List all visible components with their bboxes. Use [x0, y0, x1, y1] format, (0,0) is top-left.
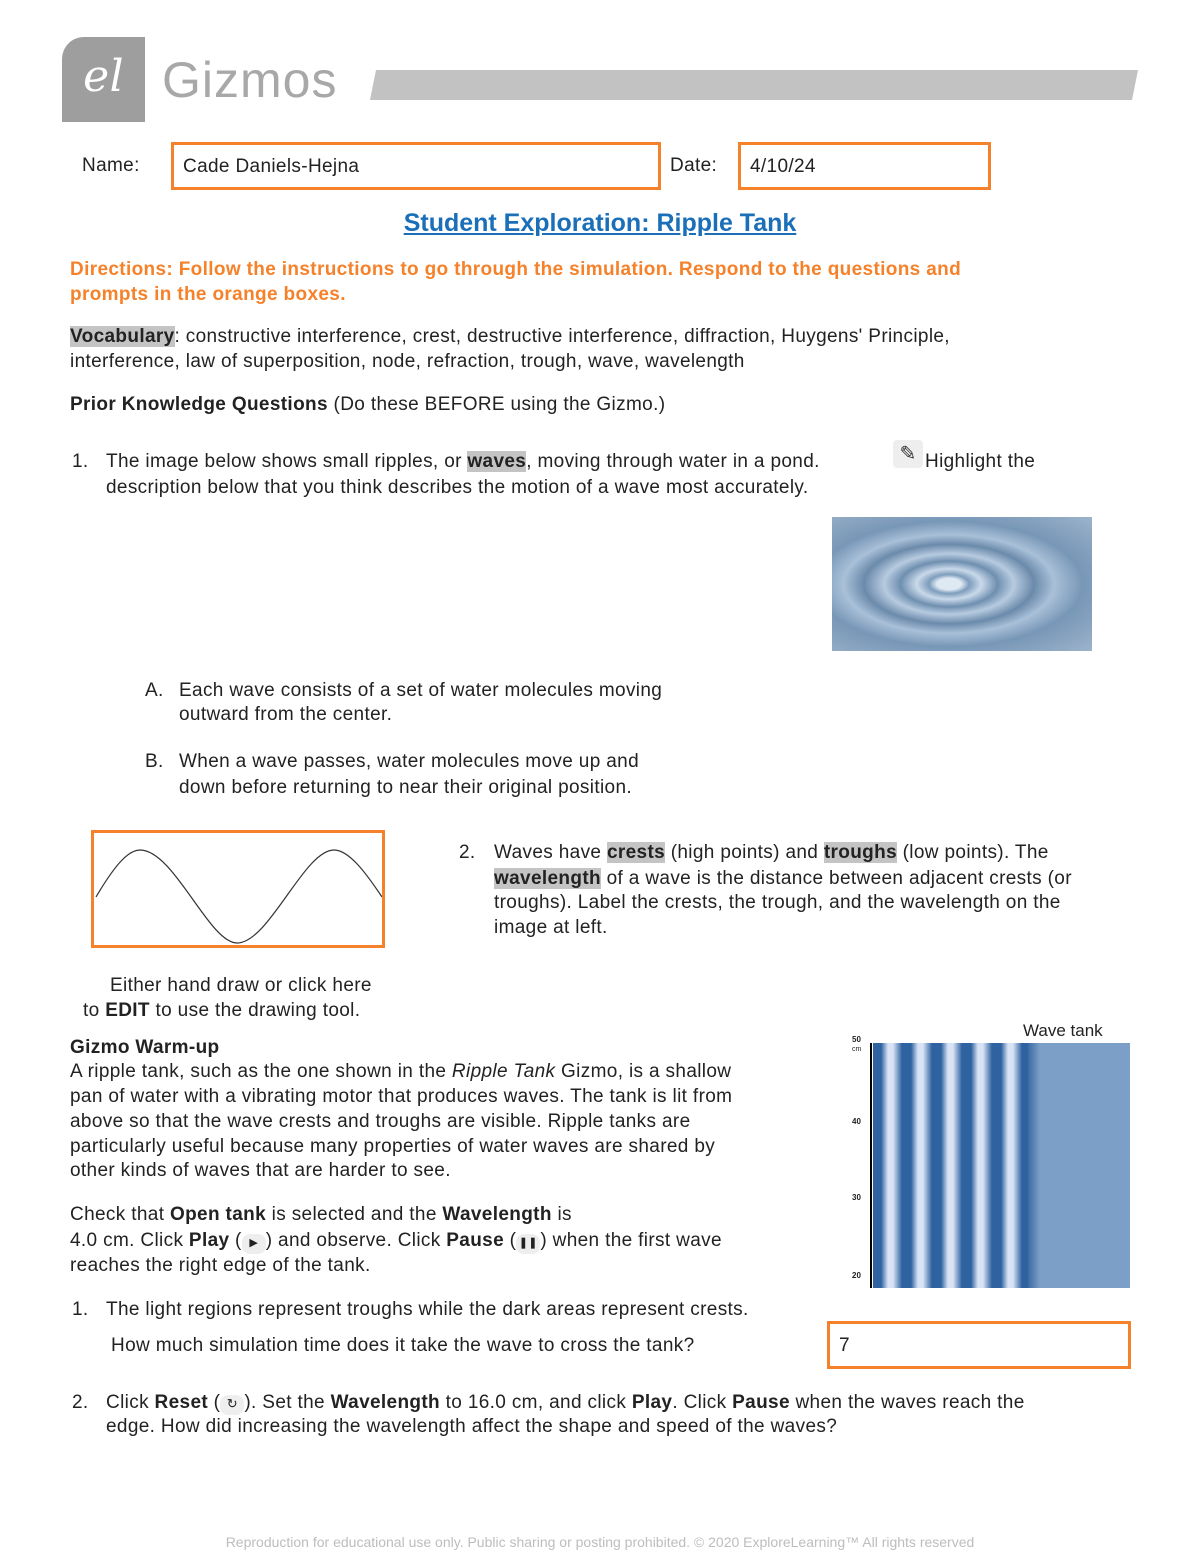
prior-note: (Do these BEFORE using the Gizmo.): [327, 394, 666, 415]
q2-crests: crests: [606, 842, 666, 863]
vocabulary-label: Vocabulary: [70, 326, 175, 347]
q1-text-2: , moving through water in a pond.: [526, 451, 820, 472]
wave-tank-axis: [870, 1043, 872, 1288]
vocabulary-line-2: interference, law of superposition, node, refraction, trough, wave, wavelength: [70, 351, 745, 372]
warmup-line-5: other kinds of waves that are harder to see.: [70, 1160, 451, 1181]
option-a-line-1: Each wave consists of a set of water molecules moving: [179, 680, 663, 701]
draw-note-line-1: Either hand draw or click here: [110, 975, 372, 996]
q1-highlight-waves: waves: [467, 451, 527, 472]
play-icon: ▶: [242, 1234, 266, 1254]
q2-number: 2.: [459, 842, 476, 863]
paren: (: [229, 1230, 242, 1251]
pause-icon: ❚❚: [516, 1234, 540, 1254]
tick-40: 40: [852, 1117, 861, 1126]
wq1-number: 1.: [72, 1299, 89, 1320]
wq1-answer: 7: [839, 1335, 850, 1356]
wave-tank-image: [873, 1043, 1130, 1288]
draw-note-rest: to use the drawing tool.: [149, 1000, 361, 1021]
check-text-4: 4.0 cm. Click: [70, 1230, 189, 1251]
check-text-2: is selected and the: [266, 1204, 443, 1225]
option-a-line-2: outward from the center.: [179, 704, 393, 725]
option-a-letter: A.: [145, 680, 164, 701]
check-line-2: [70, 1229, 722, 1254]
pencil-icon[interactable]: ✎: [893, 440, 923, 468]
reset-icon: ↻: [220, 1395, 244, 1415]
sine-wave-image: [94, 833, 382, 945]
option-b-line-2: down before returning to near their original position.: [179, 777, 632, 798]
prior-knowledge-heading: [70, 393, 665, 417]
date-field[interactable]: [738, 142, 991, 190]
name-label: Name:: [82, 155, 140, 176]
check-text-3: is: [551, 1204, 572, 1225]
logo-mark: el: [62, 37, 145, 122]
header-bar: [370, 70, 1138, 100]
pause-label: Pause: [732, 1392, 790, 1413]
wave-stripes: [873, 1043, 1038, 1288]
play-label: Play: [631, 1392, 673, 1413]
warmup-heading: Gizmo Warm-up: [70, 1037, 220, 1058]
wq1-question: How much simulation time does it take the wave to cross the tank?: [111, 1335, 695, 1356]
q2-line-1: [494, 841, 1049, 865]
warmup-line-1: [70, 1060, 731, 1084]
vocabulary-line-1: [70, 325, 950, 349]
page-title: Student Exploration: Ripple Tank: [403, 209, 797, 237]
wq2-text-4: . Click: [672, 1392, 733, 1413]
tick-20: 20: [852, 1271, 861, 1280]
tick-30: 30: [852, 1193, 861, 1202]
play-label: Play: [188, 1230, 230, 1251]
warmup-text: A ripple tank, such as the one shown in the: [70, 1061, 452, 1082]
q2-line-3: troughs). Label the crests, the trough, and the wavelength on the: [494, 892, 1061, 913]
check-text-5: ) and observe. Click: [265, 1230, 447, 1251]
wq2-text-5: when the waves reach the: [789, 1392, 1025, 1413]
q2-text: Waves have: [494, 842, 607, 863]
check-text: Check that: [70, 1204, 170, 1225]
q2-line-2: [494, 867, 1072, 891]
q1-text: The image below shows small ripples, or: [106, 451, 468, 472]
q1-line-1: [106, 450, 820, 474]
directions-line-1: Directions: Follow the instructions to go through the simulation. Respond to the questions and: [70, 259, 962, 280]
q2-line-4: image at left.: [494, 917, 608, 938]
date-label: Date:: [670, 155, 718, 176]
tick-50: 50: [852, 1035, 861, 1044]
paren: (: [208, 1392, 221, 1413]
paren-2: (: [504, 1230, 517, 1251]
wavelength-label: Wavelength: [442, 1204, 552, 1225]
name-value: Cade Daniels-Hejna: [183, 156, 360, 177]
wq2-text-3: to 16.0 cm, and click: [440, 1392, 632, 1413]
name-field[interactable]: [171, 142, 661, 190]
warmup-line-2: pan of water with a vibrating motor that produces waves. The tank is lit from: [70, 1086, 733, 1107]
directions-line-2: prompts in the orange boxes.: [70, 284, 346, 305]
wq2-line-1: [106, 1391, 1025, 1415]
q1-highlight-instruction: Highlight the: [925, 451, 1036, 472]
q2-troughs: troughs: [823, 842, 897, 863]
tick-unit: cm: [852, 1046, 862, 1053]
ripple-image: [832, 517, 1092, 651]
wq2-text: Click: [106, 1392, 155, 1413]
prior-label: Prior Knowledge Questions: [70, 394, 328, 415]
option-b-line-1: When a wave passes, water molecules move up and: [179, 751, 640, 772]
q2-text-3: (low points). The: [897, 842, 1049, 863]
draw-note-line-2: [83, 999, 360, 1023]
gizmo-name: Ripple Tank: [451, 1061, 556, 1082]
draw-note-to: to: [83, 1000, 106, 1021]
q1-line-2: description below that you think describes the motion of a wave most accurately.: [106, 477, 809, 498]
wq2-text-2: ). Set the: [244, 1392, 331, 1413]
wq1-answer-field[interactable]: [827, 1321, 1131, 1369]
vocabulary-terms: : constructive interference, crest, destructive interference, diffraction, Huygens' Principle,: [174, 326, 950, 347]
wq2-line-2: edge. How did increasing the wavelength affect the shape and speed of the waves?: [106, 1416, 838, 1437]
wq2-number: 2.: [72, 1392, 89, 1413]
q2-text-2: (high points) and: [665, 842, 824, 863]
wavelength-label: Wavelength: [330, 1392, 441, 1413]
pause-label: Pause: [446, 1230, 504, 1251]
warmup-line-3: above so that the wave crests and troughs are visible. Ripple tanks are: [70, 1111, 691, 1132]
open-tank-label: Open tank: [169, 1204, 267, 1225]
date-value: 4/10/24: [750, 156, 816, 177]
sine-wave-drawing-box[interactable]: [91, 830, 385, 948]
option-b-letter: B.: [145, 751, 164, 772]
reset-label: Reset: [154, 1392, 209, 1413]
warmup-text-2: Gizmo, is a shallow: [555, 1061, 732, 1082]
q1-number: 1.: [72, 451, 89, 472]
check-text-6: ) when the first wave: [540, 1230, 722, 1251]
q2-wavelength: wavelength: [494, 868, 601, 889]
q2-text-4: of a wave is the distance between adjacent crests (or: [600, 868, 1072, 889]
warmup-line-4: particularly useful because many properties of water waves are shared by: [70, 1136, 716, 1157]
logo-text: Gizmos: [162, 52, 338, 108]
footer: Reproduction for educational use only. Public sharing or posting prohibited. © 2020 ExploreLearning™ All rights reserved: [225, 1534, 975, 1550]
wave-tank-title: Wave tank: [1023, 1021, 1103, 1040]
edit-link[interactable]: EDIT: [105, 1000, 150, 1021]
check-line-1: [70, 1203, 572, 1227]
check-line-3: reaches the right edge of the tank.: [70, 1255, 371, 1276]
wq1-text: The light regions represent troughs while the dark areas represent crests.: [106, 1299, 749, 1320]
